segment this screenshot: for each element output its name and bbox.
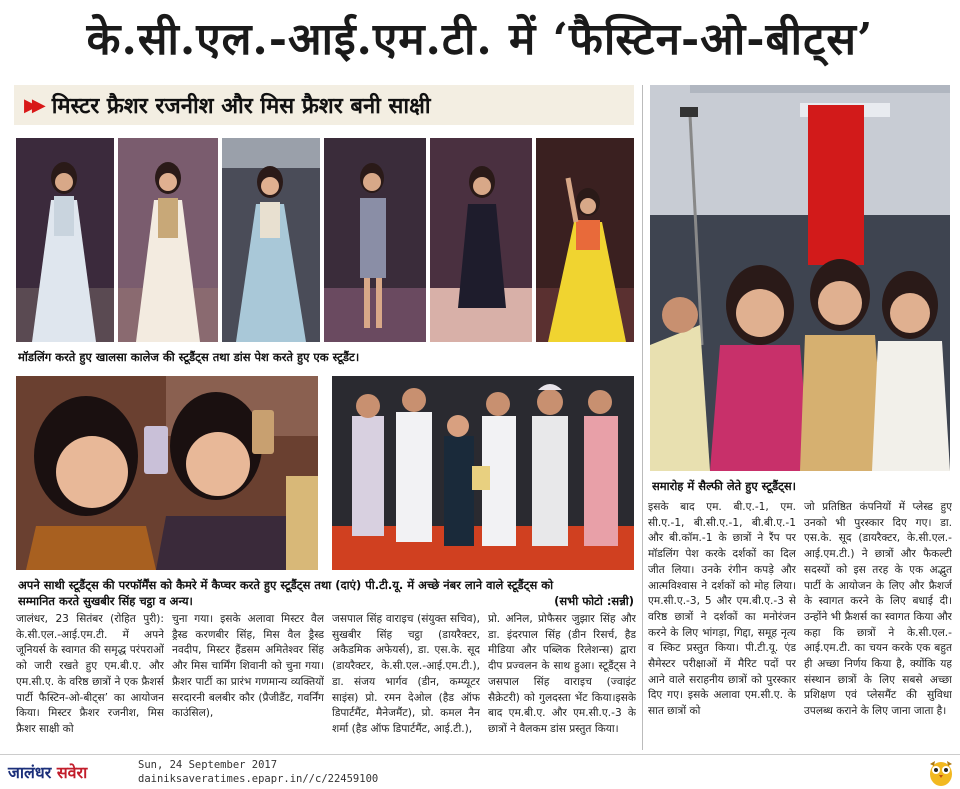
selfie-photo — [650, 85, 950, 471]
article-column-5: इसके बाद एम. बी.ए.-1, एम. सी.ए.-1, बी.सी.ए.-1, बी.बी.ए.-1 और बी.कॉम.-1 के छात्रों ने रैंप पर मॉडलिंग पेश करके दर्शकों का दिल जीत लिया। उनके रंगीन कपड़े और आत्मविश्वास ने दर्शकों को मोह लिया। एम.सी.ए.-3, 5 और एम.बी.ए.-3 से वरिष्ठ छात्रों ने दर्शकों का मनोरंजन करने के लिए भांगड़ा, गिद्दा, समूह नृत्य व स्किट प्रस्तुत किया। पी.टी.यू. एंड सैमेस्टर परीक्षाओं में मैरिट पदों पर आने वाले सराहनीय छात्रों को पुरस्कार दिए गए। इसके अलावा एम.सी.ए. के सात छात्रों को — [648, 501, 796, 718]
footer-date: Sun, 24 September 2017 — [138, 759, 278, 771]
subheadline: मिस्टर फ्रैशर रजनीश और मिस फ्रैशर बनी साक्षी — [51, 94, 431, 119]
modeling-photo-4 — [324, 138, 426, 342]
modeling-photo-1 — [16, 138, 114, 342]
owl-mascot-icon — [928, 758, 954, 786]
modeling-caption: मॉडलिंग करते हुए खालसा कालेज की स्टूडैंट्स तथा डांस पेश करते हुए एक स्टूडैंट। — [18, 350, 360, 364]
headline: के.सी.एल.-आई.एम.टी. में ‘फैस्टिन-ओ-बीट्स’ — [86, 14, 874, 65]
newspaper-logo — [8, 761, 87, 783]
subheadline-bar — [14, 85, 634, 125]
modeling-photo-5 — [430, 138, 532, 342]
modeling-photo-2 — [118, 138, 218, 342]
article-column-3: जसपाल सिंह वाराइच (संयुक्त सचिव), सुखबीर सिंह चट्ठा (डायरैक्टर, अकैडमिक अफेयर्स), डा. एस.के. सूद (डायरैक्टर, के.सी.एल.-आई.एम.टी.), डा. संजय भार्गव (डीन, कम्प्यूटर साइंस) प्रो. रमन देओल (हैड ऑफ डिपार्टमैंट, मैनेजमैंट), प्रो. कमल नैन शर्मा (हैड ऑफ डिपार्टमैंट, आई.टी.), — [332, 613, 480, 735]
bottom-caption-line1: अपने साथी स्टूडैंट्स की परफॉर्मैंस को कैमरे में कैप्चर करते हुए स्टूडैंट्स तथा (दाएं) पी.टी.यू. में अच्छे नंबर लाने वाले स्टूडैंट्स को — [18, 578, 554, 592]
footer-url[interactable]: dainiksaveratimes.epapr.in//c/22459100 — [138, 773, 379, 785]
double-arrow-icon: ▶▶ — [24, 94, 40, 116]
award-photo — [332, 376, 634, 570]
modeling-photo-3 — [222, 138, 320, 342]
article-column-1: जालंधर, 23 सितंबर (रोहित पुरी): के.सी.एल.-आई.एम.टी. में अपने जूनियर्स के स्वागत की समृद्ध परंपराओं को जारी रखते हुए एम.बी.ए. और एम.सी.ए. के वरिष्ठ छात्रों ने एक फ्रैशर्स पार्टी फैस्टिन-ओ-बीट्स’ का आयोजन किया। मिस्टर फ्रैशर रजनीश, मिस फ्रैशर साक्षी को — [16, 613, 164, 735]
article-column-2: चुना गया। इसके अलावा मिस्टर वैल ड्रैस्ड करणबीर सिंह, मिस वैल ड्रैस्ड नवदीप, मिस्टर हैंडसम अमितेश्वर सिंह और मिस चार्मिंग शिवानी को चुना गया। फ्रैशर पार्टी का प्रारंभ गणमान्य व्यक्तियों सरदारनी बलबीर कौर (प्रैजीडैंट, गवर्निंग काउंसिल), — [172, 613, 324, 720]
capture-photo — [16, 376, 318, 570]
logo-accent-text: सवेरा — [56, 763, 88, 782]
article-column-4: प्रो. अनिल, प्रोफैसर जुझार सिंह और डा. इंदरपाल सिंह (डीन रिसर्च, हैड मीडिया और पब्लिक रिलेशन्स) द्वारा दीप प्रज्वलन के साथ हुआ। स्टूडैंट्स ने जसपाल सिंह वाराइच (ज्वाइंट सैक्रेटरी) को गुलदस्ता भेंट किया।इसके बाद एम.बी.ए. और एम.सी.ए.-3 के छात्रों ने वैलकम डांस प्रस्तुत किया। — [488, 613, 636, 735]
column-divider — [642, 85, 643, 750]
photo-credit: (सभी फोटो :सन्नी) — [554, 594, 634, 608]
modeling-photo-6 — [536, 138, 634, 342]
article-column-6: जो प्रतिष्ठित कंपनियों में प्लेस्ड हुए उनको भी पुरस्कार दिए गए। डा. एस.के. सूद (डायरैक्टर, के.सी.एल.-आई.एम.टी.) ने छात्रों और फैकल्टी सदस्यों को इस तरह के एक अद्भुत पार्टी के आयोजन के लिए और फ्रैशर्ज के स्वागत करने के लिए बधाई दी। उन्होंने भी फ्रैशर्स का स्वागत किया और कहा कि छात्रों ने के.सी.एल.-आई.एम.टी. का चयन करके एक बहुत ही अच्छा निर्णय किया है, क्योंकि यह संस्थान छात्रों के लिए सबसे अच्छा प्रशिक्षण एवं प्लेसमैंट की सुविधा उपलब्ध कराने के लिए जाना जाता है। — [804, 501, 952, 718]
logo-main-text: जालंधर — [8, 763, 52, 782]
bottom-caption-line2: सम्मानित करते सुखबीर सिंह चट्ठा व अन्य। — [18, 594, 193, 608]
selfie-caption: समारोह में सैल्फी लेते हुए स्टूडैंट्स। — [652, 479, 797, 493]
